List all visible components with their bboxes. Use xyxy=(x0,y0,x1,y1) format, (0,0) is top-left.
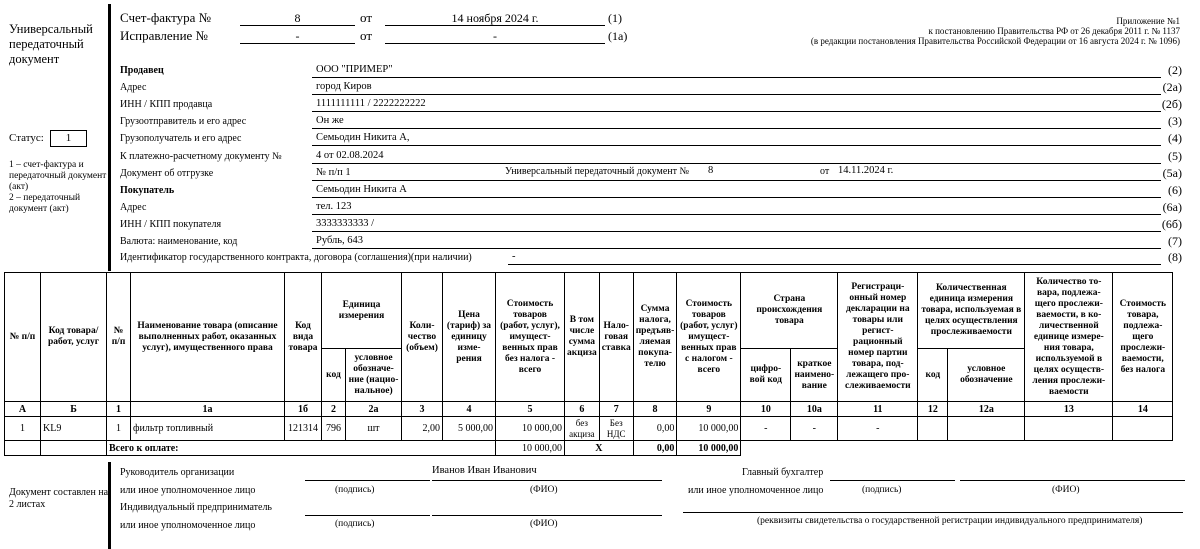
goods-table xyxy=(4,272,1173,456)
field-code: (2а) xyxy=(1162,80,1182,94)
entrepreneur-sign-caption: (подпись) xyxy=(335,519,375,529)
column-letter: 6 xyxy=(565,402,600,417)
column-letter: 3 xyxy=(402,402,443,417)
cell-b: KL9 xyxy=(41,417,107,441)
field-underline xyxy=(312,77,1161,78)
accountant-label-2: или иное уполномоченное лицо xyxy=(688,485,824,496)
cell-kind: 121314 xyxy=(285,417,322,441)
head-fio-line xyxy=(432,480,662,481)
field-value: тел. 123 xyxy=(316,201,352,212)
field-label: К платежно-расчетному документу № xyxy=(120,151,282,162)
head-label-2: или иное уполномоченное лицо xyxy=(120,485,256,496)
th-6: В том числе сумма акциза xyxy=(565,273,600,402)
field-label: Адрес xyxy=(120,202,147,213)
field-label: Валюта: наименование, код xyxy=(120,236,238,247)
th-9: Стоимость товаров (работ, услуг) имущест-венных прав с налогом - всего xyxy=(677,273,741,402)
th-8: Сумма налога, предъяв-ляемая покупа-телю xyxy=(633,273,677,402)
total-cost: 10 000,00 xyxy=(496,441,565,456)
column-letter: 9 xyxy=(677,402,741,417)
total-tax: 0,00 xyxy=(633,441,677,456)
field-code: (2) xyxy=(1168,63,1182,77)
th-unit: Единица измерения xyxy=(322,273,402,349)
field-label: Адрес xyxy=(120,82,147,93)
field-code: (2б) xyxy=(1161,97,1182,111)
total-row xyxy=(5,441,1173,456)
upd-number: 8 xyxy=(708,165,714,176)
contract-line xyxy=(508,264,1161,265)
field-value: Семьодин Никита А, xyxy=(316,132,410,143)
th-5: Стоимость товаров (работ, услуг), имущест-венных прав без налога - всего xyxy=(496,273,565,402)
table-row xyxy=(5,417,1173,441)
th-1a: Наименование товара (описание выполненных работ, оказанных услуг), имущественного права xyxy=(131,273,285,402)
accountant-fio-caption: (ФИО) xyxy=(1052,485,1080,495)
column-letter: А xyxy=(5,402,41,417)
upd-from: от xyxy=(820,166,830,177)
head-sign-line xyxy=(305,480,430,481)
cell-country-code: - xyxy=(741,417,791,441)
column-letter: 12 xyxy=(918,402,948,417)
appendix-line-3: (в редакции постановления Правительства Российской Федерации от 16 августа 2024 г. № 1096) xyxy=(810,36,1180,46)
th-14: Стоимость товара, подлежа-щего прослежи-ваемости, без налога xyxy=(1113,273,1173,402)
column-letter: 12а xyxy=(948,402,1025,417)
field-value: 3333333333 / xyxy=(316,218,375,229)
field-label: Продавец xyxy=(120,65,164,76)
field-underline xyxy=(312,128,1161,129)
invoice-date: 14 ноября 2024 г. xyxy=(451,11,539,25)
cell-tax: 0,00 xyxy=(633,417,677,441)
total-empty-b xyxy=(41,441,107,456)
accountant-sign-line xyxy=(830,480,955,481)
correction-from-label: от xyxy=(360,28,373,43)
correction-number: - xyxy=(295,29,300,43)
cell-country-name: - xyxy=(791,417,838,441)
entrepreneur-fio-caption: (ФИО) xyxy=(530,519,558,529)
field-underline xyxy=(312,111,1161,112)
correction-code: (1а) xyxy=(608,29,628,43)
field-label: Документ об отгрузке xyxy=(120,168,214,179)
field-code: (6а) xyxy=(1162,200,1182,214)
column-letters-row xyxy=(5,402,1173,417)
field-label: ИНН / КПП продавца xyxy=(120,99,213,110)
head-fio-caption: (ФИО) xyxy=(530,485,558,495)
field-code: (5) xyxy=(1168,149,1182,163)
column-letter: 1 xyxy=(107,402,131,417)
th-unit-name: условное обозначе-ние (нацио-нальное) xyxy=(346,349,402,402)
th-country-code: цифро-вой код xyxy=(741,349,791,402)
th-13: Количество то-вара, подлежа-щего прослежи-ваемости, в ко-личественной единице измере-ния товара, используемой в целях осуществ-ления прослежи-ваемости xyxy=(1025,273,1113,402)
correction-date-line xyxy=(385,43,605,44)
head-label-1: Руководитель организации xyxy=(120,467,235,478)
cell-excise: без акциза xyxy=(565,417,600,441)
column-letter: 10 xyxy=(741,402,791,417)
field-value: № п/п 1 xyxy=(316,167,351,178)
field-label: Грузополучатель и его адрес xyxy=(120,133,242,144)
field-underline xyxy=(312,197,1161,198)
field-underline xyxy=(312,214,1161,215)
contract-label: Идентификатор государственного контракта, договора (соглашения)(при наличии) xyxy=(120,252,472,263)
left-divider xyxy=(108,4,111,271)
accountant-sign-caption: (подпись) xyxy=(862,485,902,495)
th-a: № п/п xyxy=(5,273,41,402)
cell-name: фильтр топливный xyxy=(131,417,285,441)
column-letter: 13 xyxy=(1025,402,1113,417)
field-underline xyxy=(312,163,1161,164)
column-letter: 8 xyxy=(633,402,677,417)
invoice-date-line xyxy=(385,25,605,26)
field-label: Грузоотправитель и его адрес xyxy=(120,116,247,127)
field-code: (5а) xyxy=(1162,166,1182,180)
column-letter: 11 xyxy=(838,402,918,417)
correction-date: - xyxy=(493,29,497,43)
column-letter: 1б xyxy=(285,402,322,417)
contract-value: - xyxy=(512,251,516,262)
correction-label: Исправление № xyxy=(120,28,208,43)
invoice-number: 8 xyxy=(294,11,301,25)
column-letter: 2а xyxy=(346,402,402,417)
cell-rate: Без НДС xyxy=(599,417,633,441)
status-label: Статус: xyxy=(9,132,44,144)
head-sign-caption: (подпись) xyxy=(335,485,375,495)
th-1b: Код вида товара xyxy=(285,273,322,402)
field-value: ООО "ПРИМЕР" xyxy=(316,64,393,75)
field-value: 4 от 02.08.2024 xyxy=(316,150,384,161)
cell-decl: - xyxy=(838,417,918,441)
th-7: Нало-говая ставка xyxy=(599,273,633,402)
th-b: Код товара/ работ, услуг xyxy=(41,273,107,402)
column-letter: 7 xyxy=(599,402,633,417)
field-value: город Киров xyxy=(316,81,372,92)
field-code: (6) xyxy=(1168,183,1182,197)
entrepreneur-sign-line xyxy=(305,515,430,516)
field-value: Рубль, 643 xyxy=(316,235,364,246)
th-qty-unit-code: код xyxy=(918,349,948,402)
field-code: (7) xyxy=(1168,234,1182,248)
total-excise: Х xyxy=(565,441,634,456)
column-letter: 5 xyxy=(496,402,565,417)
column-letter: 1а xyxy=(131,402,285,417)
cell-tq xyxy=(1025,417,1113,441)
column-letter: 14 xyxy=(1113,402,1173,417)
upd-date: 14.11.2024 г. xyxy=(838,165,894,176)
status-legend: 1 – счет-фактура и передаточный документ (акт) 2 – передаточный документ (акт) xyxy=(9,160,107,214)
field-value: Семьодин Никита А xyxy=(316,184,407,195)
th-1: № п/п xyxy=(107,273,131,402)
field-code: (3) xyxy=(1168,114,1182,128)
th-qty-unit: Количественная единица измерения товара, используемая в целях осуществления прослеживаемости xyxy=(918,273,1025,349)
appendix-line-1: Приложение №1 xyxy=(1116,16,1180,26)
invoice-number-line xyxy=(240,25,355,26)
entrepreneur-label-2: или иное уполномоченное лицо xyxy=(120,520,256,531)
total-blank xyxy=(741,441,1173,456)
cell-tu-name xyxy=(948,417,1025,441)
field-label: ИНН / КПП покупателя xyxy=(120,219,222,230)
requisites-line xyxy=(683,512,1183,513)
head-name: Иванов Иван Иванович xyxy=(432,465,537,476)
field-underline xyxy=(312,248,1161,249)
column-letter: 4 xyxy=(443,402,496,417)
column-letter: 10а xyxy=(791,402,838,417)
correction-number-line xyxy=(240,43,355,44)
status-value-box: 1 xyxy=(50,130,87,147)
invoice-label: Счет-фактура № xyxy=(120,10,212,25)
th-unit-code: код xyxy=(322,349,346,402)
field-label: Покупатель xyxy=(120,185,175,196)
upd-label: Универсальный передаточный документ № xyxy=(505,166,690,177)
cell-qty: 2,00 xyxy=(402,417,443,441)
cell-n: 1 xyxy=(107,417,131,441)
field-code: (4) xyxy=(1168,131,1182,145)
entrepreneur-label-1: Индивидуальный предприниматель xyxy=(120,502,272,513)
column-letter: Б xyxy=(41,402,107,417)
invoice-from-label: от xyxy=(360,10,373,25)
cell-a: 1 xyxy=(5,417,41,441)
pages-note: Документ составлен на 2 листах xyxy=(9,487,109,510)
cell-price: 5 000,00 xyxy=(443,417,496,441)
field-value: 1111111111 / 2222222222 xyxy=(316,98,426,109)
th-4: Цена (тариф) за единицу изме-рения xyxy=(443,273,496,402)
total-sum: 10 000,00 xyxy=(677,441,741,456)
column-letter: 2 xyxy=(322,402,346,417)
field-underline xyxy=(312,94,1161,95)
field-underline xyxy=(312,180,1161,181)
field-value: Он же xyxy=(316,115,344,126)
accountant-fio-line xyxy=(960,480,1185,481)
cell-tu-code xyxy=(918,417,948,441)
cell-tc xyxy=(1113,417,1173,441)
cell-cost: 10 000,00 xyxy=(496,417,565,441)
total-label: Всего к оплате: xyxy=(107,441,496,456)
cell-unit-name: шт xyxy=(346,417,402,441)
th-qty-unit-name: условное обозначение xyxy=(948,349,1025,402)
total-empty-a xyxy=(5,441,41,456)
document-type-title: Универсальный передаточный документ xyxy=(9,22,93,66)
field-underline xyxy=(312,145,1161,146)
th-3: Коли-чество (объем) xyxy=(402,273,443,402)
entrepreneur-fio-line xyxy=(432,515,662,516)
requisites-caption: (реквизиты свидетельства о государственной регистрации индивидуального предпринимателя) xyxy=(757,516,1143,526)
contract-code: (8) xyxy=(1168,250,1182,264)
th-country: Страна происхождения товара xyxy=(741,273,838,349)
th-11: Регистраци-онный номер декларации на товары или регист-рационный номер партии товара, под-лежащего про-слеживаемости xyxy=(838,273,918,402)
accountant-label-1: Главный бухгалтер xyxy=(742,467,824,478)
appendix-line-2: к постановлению Правительства РФ от 26 декабря 2011 г. № 1137 xyxy=(928,26,1180,36)
left-divider-bottom xyxy=(108,462,111,549)
th-country-name: краткое наимено-вание xyxy=(791,349,838,402)
cell-unit-code: 796 xyxy=(322,417,346,441)
field-underline xyxy=(312,231,1161,232)
field-code: (6б) xyxy=(1161,217,1182,231)
invoice-code: (1) xyxy=(608,11,622,25)
cell-total: 10 000,00 xyxy=(677,417,741,441)
